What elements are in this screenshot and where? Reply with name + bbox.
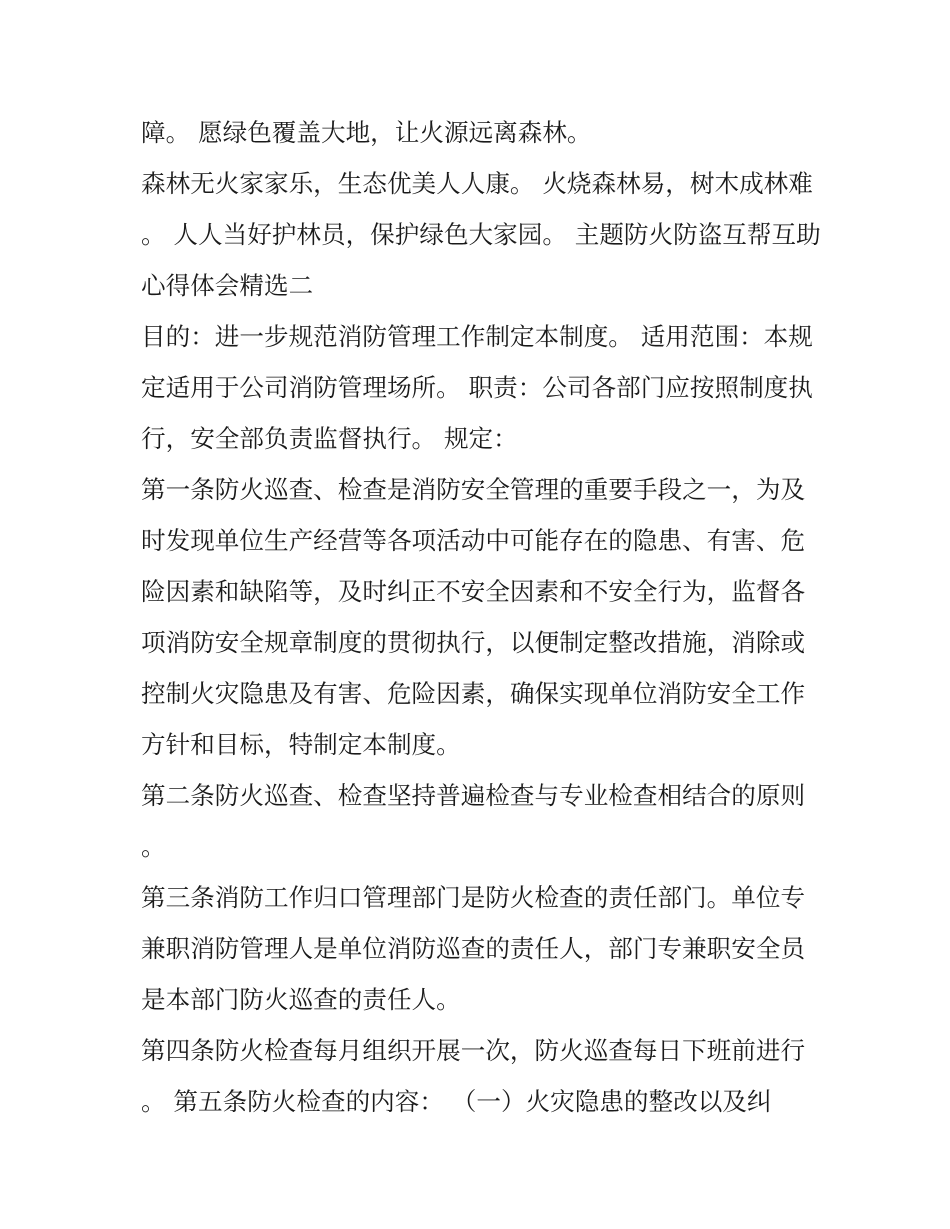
document-body [141, 107, 821, 1127]
paragraph-4: 第一条防火巡查、检查是消防安全管理的重要手段之一，为及时发现单位生产经营等各项活动中可能存在的隐患、有害、危险因素和缺陷等，及时纠正不安全因素和不安全行为，监督各项消防安全规章制度的贯彻执行，以便制定整改措施，消除或控制火灾隐患及有害、危险因素，确保实现单位消防安全工作方针和目标，特制定本制度。 [141, 475, 806, 759]
paragraph-5: 第二条防火巡查、检查坚持普遍检查与专业检查相结合的原则。 [141, 781, 806, 861]
paragraph-1: 障。 愿绿色覆盖大地，让火源远离森林。 [141, 118, 592, 147]
paragraph-2: 森林无火家家乐，生态优美人人康。 火烧森林易，树木成林难。 人人当好护林员，保护绿色大家园。 主题防火防盗互帮互助心得体会精选二 [141, 169, 821, 300]
paragraph-3: 目的：进一步规范消防管理工作制定本制度。 适用范围：本规定适用于公司消防管理场所。 职责：公司各部门应按照制度执行，安全部负责监督执行。 规定： [141, 322, 813, 453]
paragraph-7: 第四条防火检查每月组织开展一次，防火巡查每日下班前进行。 第五条防火检查的内容： （一）火灾隐患的整改以及纠 [141, 1036, 806, 1116]
paragraph-6: 第三条消防工作归口管理部门是防火检查的责任部门。单位专兼职消防管理人是单位消防巡查的责任人，部门专兼职安全员是本部门防火巡查的责任人。 [141, 883, 806, 1014]
